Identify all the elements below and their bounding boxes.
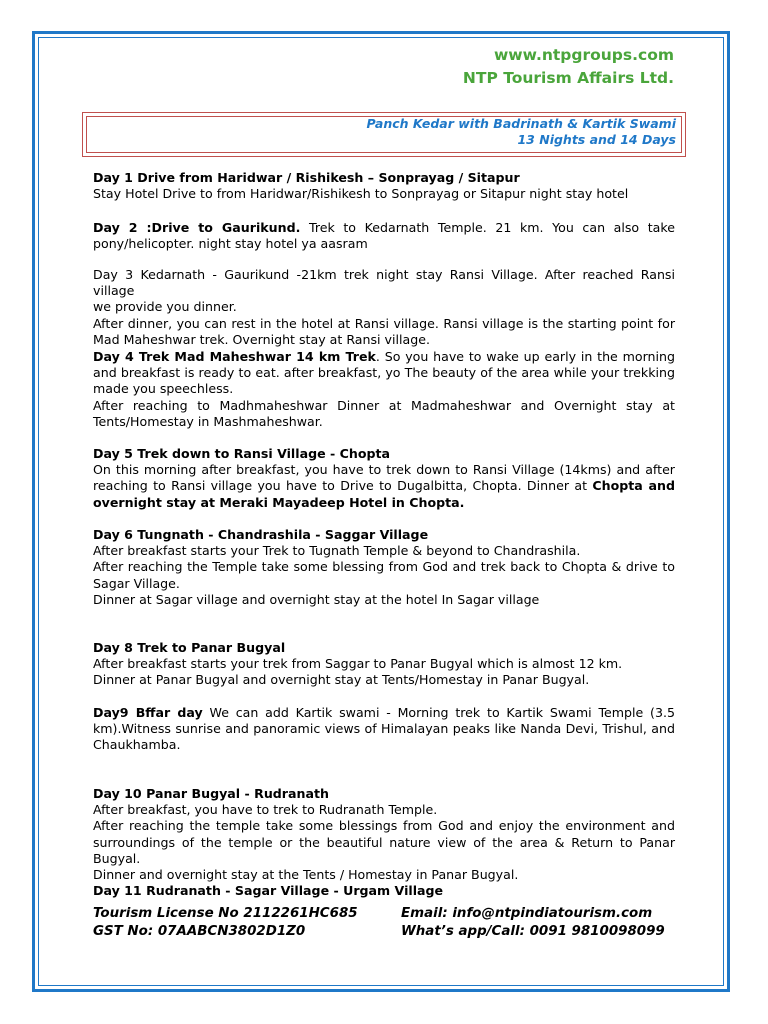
day-text: Sagar Village.: [93, 575, 180, 591]
day-10: [93, 786, 675, 883]
day-3: [93, 267, 675, 348]
day-text: Dinner and overnight stay at the Tents / Homestay in Panar Bugyal.: [93, 867, 519, 883]
day-text-bold: overnight stay at Meraki Mayadeep Hotel in Chopta.: [93, 494, 465, 510]
tour-title: [367, 116, 676, 148]
tour-title-duration: 13 Nights and 14 Days: [517, 132, 676, 147]
day-text: On this morning after breakfast, you have to trek down to Ransi Village (14kms) and after: [93, 462, 675, 478]
gst-number: GST No: 07AABCN3802D1Z0: [93, 924, 306, 939]
day-text: reaching to Ransi village you have to Drive to Dugalbitta, Chopta. Dinner at: [93, 478, 593, 494]
company-name: NTP Tourism Affairs Ltd.: [462, 69, 674, 87]
contact-footer: [93, 905, 673, 941]
day-text: Dinner at Sagar village and overnight stay at the hotel In Sagar village: [93, 591, 540, 607]
day-text: After breakfast starts your trek from Saggar to Panar Bugyal which is almost 12 km.: [93, 656, 623, 672]
contact-email[interactable]: Email: info@ntpindiatourism.com: [401, 906, 653, 921]
day-line: [93, 349, 675, 365]
day-heading: Day 8 Trek to Panar Bugyal: [93, 640, 286, 655]
day-text: we provide you dinner.: [93, 299, 237, 315]
day-text: Mad Maheshwar trek. Overnight stay at Ransi village.: [93, 331, 430, 347]
day-heading: Day 4 Trek Mad Maheshwar 14 km Trek: [93, 349, 376, 364]
day-heading: Day 11 Rudranath - Sagar Village - Urgam Village: [93, 883, 444, 898]
day-text-bold: Chopta and: [592, 478, 675, 494]
day-line: [93, 478, 675, 494]
day-line: [93, 705, 675, 721]
day-11: [93, 883, 675, 899]
day-heading: Day 2 :Drive to Gaurikund.: [93, 220, 301, 235]
tour-title-name: Panch Kedar with Badrinath & Kartik Swami: [366, 116, 676, 131]
day-heading: Day 1 Drive from Haridwar / Rishikesh – Sonprayag / Sitapur: [93, 170, 520, 185]
website-link[interactable]: www.ntpgroups.com: [493, 46, 674, 64]
day-text: After dinner, you can rest in the hotel at Ransi village. Ransi village is the starting point for: [93, 315, 675, 331]
day-text: pony/helicopter. night stay hotel ya aasram: [93, 236, 368, 252]
day-6: [93, 527, 675, 608]
day-text: Chaukhamba.: [93, 737, 181, 753]
day-heading: Day 6 Tungnath - Chandrashila - Saggar Village: [93, 527, 429, 542]
day-9: [93, 705, 675, 754]
day-text: km).Witness sunrise and panoramic views of Himalayan peaks like Nanda Devi, Trishul, and: [93, 721, 675, 737]
day-text: Trek to Kedarnath Temple. 21 km. You can also take: [300, 220, 675, 235]
day-text: We can add Kartik swami - Morning trek to Kartik Swami Temple (3.5: [202, 705, 675, 720]
contact-phone[interactable]: What’s app/Call: 0091 9810098099: [401, 924, 665, 939]
day-text: and breakfast is ready to eat. after breakfast, yo The beauty of the area while your trekking: [93, 365, 675, 381]
day-8: [93, 640, 675, 689]
day-text: Stay Hotel Drive to from Haridwar/Rishikesh to Sonprayag or Sitapur night stay hotel: [93, 186, 629, 202]
day-heading: Day9 Bffar day: [93, 705, 203, 720]
day-text: Tents/Homestay in Mashmaheshwar.: [93, 413, 323, 429]
day-text: surroundings of the temple or the beautiful nature view of the area & Return to Panar Bugyal.: [93, 834, 675, 866]
day-text: Day 3 Kedarnath - Gaurikund -21km trek night stay Ransi Village. After reached Ransi village: [93, 267, 675, 299]
company-header: [463, 44, 674, 90]
day-text: made you speechless.: [93, 381, 234, 397]
day-5: [93, 446, 675, 511]
day-4: [93, 349, 675, 430]
day-line: [93, 220, 675, 236]
day-text: After breakfast starts your Trek to Tugnath Temple & beyond to Chandrashila.: [93, 543, 581, 559]
day-heading: Day 5 Trek down to Ransi Village - Chopta: [93, 446, 391, 461]
day-text: Dinner at Panar Bugyal and overnight stay at Tents/Homestay in Panar Bugyal.: [93, 672, 590, 688]
tourism-license: Tourism License No 2112261HC685: [93, 906, 358, 921]
day-text: After reaching to Madhmaheshwar Dinner at Madmaheshwar and Overnight stay at: [93, 397, 675, 413]
day-text: After reaching the temple take some blessings from God and enjoy the environment and: [93, 818, 675, 834]
day-text: After reaching the Temple take some blessing from God and trek back to Chopta & drive to: [93, 559, 675, 575]
day-text: After breakfast, you have to trek to Rudranath Temple.: [93, 802, 438, 818]
day-1: [93, 170, 675, 202]
day-2: [93, 220, 675, 252]
day-text: . So you have to wake up early in the morning: [375, 349, 675, 364]
day-heading: Day 10 Panar Bugyal - Rudranath: [93, 786, 329, 801]
